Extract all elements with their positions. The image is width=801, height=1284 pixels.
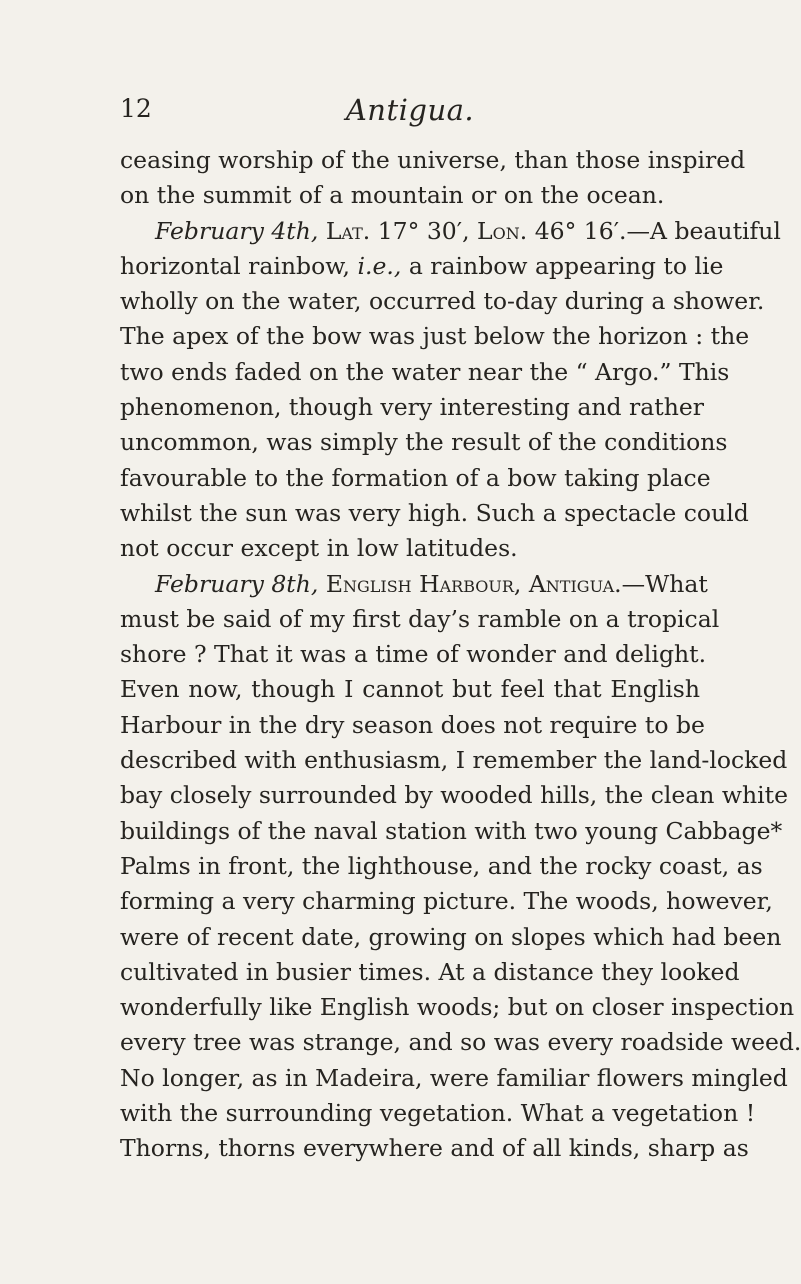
text-line: phenomenon, though very interesting and rather: [120, 393, 705, 422]
text-run: horizontal rainbow,: [120, 251, 358, 280]
text-line: No longer, as in Madeira, were familiar flowers mingled: [120, 1063, 788, 1092]
text-line: bay closely surrounded by wooded hills, the clean white: [120, 781, 789, 810]
text-line: wholly on the water, occurred to-day during a shower.: [120, 287, 765, 316]
text-line: whilst the sun was very high. Such a spectacle could: [120, 498, 749, 527]
text-run: a rainbow appearing to lie: [401, 251, 724, 280]
text-line: uncommon, was simply the result of the conditions: [120, 428, 728, 457]
running-title: Antigua.: [345, 93, 475, 127]
text-line: forming a very charming picture. The woods, however,: [120, 887, 773, 916]
text-line: favourable to the formation of a bow taking place: [120, 463, 711, 492]
text-run: —What: [621, 569, 708, 598]
text-line: every tree was strange, and so was every roadside weed.: [120, 1028, 801, 1057]
text-run: —A beautiful: [626, 216, 781, 245]
text-line: on the summit of a mountain or on the ocean.: [120, 181, 665, 210]
text-line: [120, 214, 781, 249]
text-line: The apex of the bow was just below the horizon : the: [120, 322, 750, 351]
text-line: Even now, though I cannot but feel that English: [120, 675, 700, 704]
text-line: ceasing worship of the universe, than those inspired: [120, 146, 746, 174]
page-header: [120, 95, 700, 135]
text-line: [120, 249, 724, 284]
text-line: Thorns, thorns everywhere and of all kinds, sharp as: [120, 1134, 749, 1163]
text-line: were of recent date, growing on slopes which had been: [120, 922, 782, 951]
entry-place: English Harbour, Antigua.: [325, 569, 622, 598]
entry-date: February 4th,: [155, 216, 319, 245]
entry-position: Lat. 17° 30′, Lon. 46° 16′.: [325, 216, 627, 245]
entry-date: February 8th,: [155, 569, 319, 598]
text-line: [120, 567, 708, 602]
text-line: two ends faded on the water near the “ Argo.” This: [120, 357, 730, 386]
text-line: cultivated in busier times. At a distance they looked: [120, 957, 740, 986]
text-line: buildings of the naval station with two young Cabbage*: [120, 816, 783, 845]
page-number: 12: [120, 94, 152, 123]
text-line: shore ? That it was a time of wonder and delight.: [120, 640, 707, 669]
text-line: not occur except in low latitudes.: [120, 534, 518, 563]
text-line: must be said of my first day’s ramble on a tropical: [120, 604, 720, 633]
text-line: with the surrounding vegetation. What a vegetation !: [120, 1099, 756, 1128]
body-text: [120, 143, 801, 1167]
abbreviation: i.e.,: [357, 251, 402, 280]
text-line: described with enthusiasm, I remember the land-locked: [120, 746, 788, 775]
text-line: Palms in front, the lighthouse, and the rocky coast, as: [120, 851, 763, 880]
text-line: Harbour in the dry season does not require to be: [120, 710, 705, 739]
text-line: wonderfully like English woods; but on closer inspection: [120, 993, 795, 1022]
